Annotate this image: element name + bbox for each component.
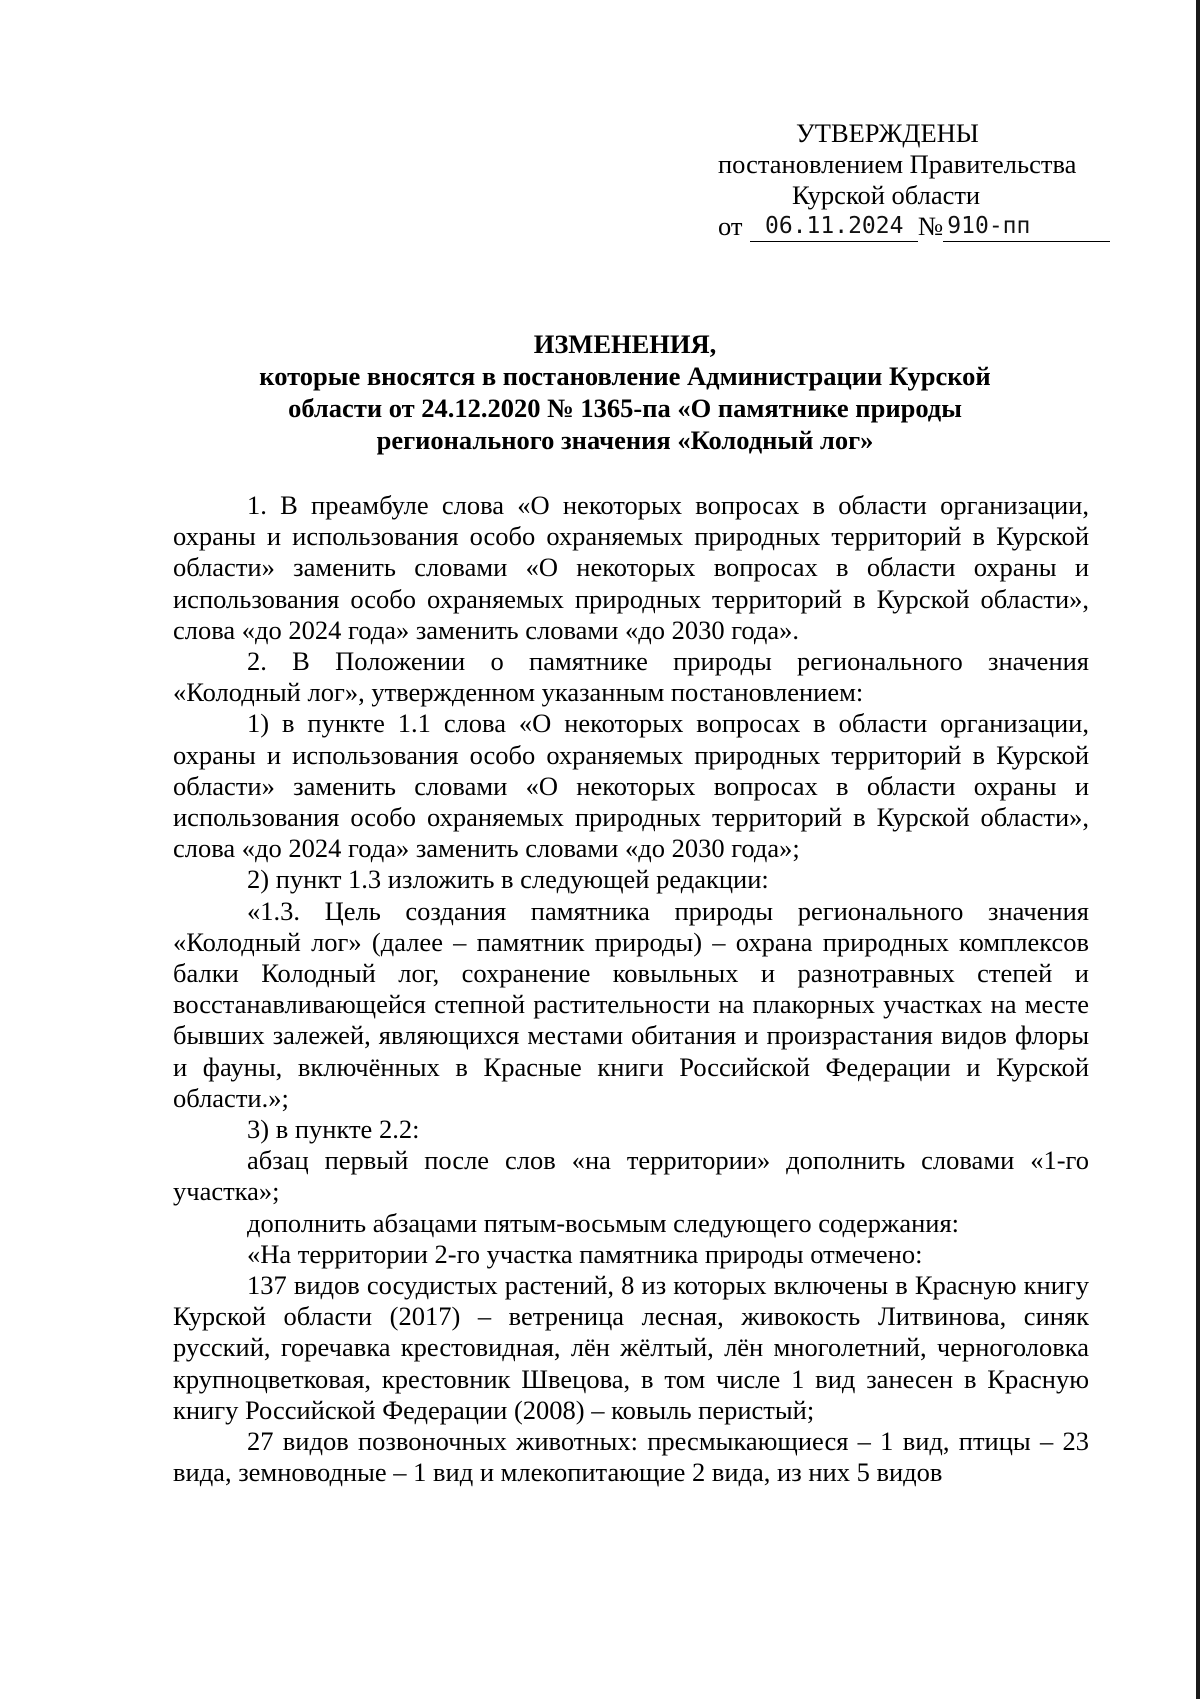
scan-border (1196, 0, 1200, 1699)
paragraph-preamble: 1. В преамбуле слова «О некоторых вопросах в области организации, охраны и использования особо охраняемых природных территорий в Курской области» заменить словами «О некоторых вопросах в области охраны и использования особо охраняемых природных территорий в Курской области», слова «до 2024 года» заменить словами «до 2030 года». (173, 490, 1089, 645)
approval-stamp-block (690, 118, 1110, 242)
paragraph-subitem-3: 3) в пункте 2.2: (247, 1114, 420, 1145)
approval-date-line (690, 211, 1110, 242)
document-body (173, 490, 1089, 1489)
document-subtitle-line: регионального значения «Колодный лог» (376, 425, 874, 455)
paragraph-quote-1-3: «1.3. Цель создания памятника природы регионального значения «Колодный лог» (далее – памятник природы) – охрана природных комплексов балки Колодный лог, сохранение ковыльных и разнотравных степей и восстанавливающейся степной растительности на плакорных участках на месте бывших залежей, являющихся местами обитания и произрастания видов флоры и фауны, включённых в Красные книги Российской Федерации и Курской области.»; (173, 895, 1089, 1113)
approval-date-prefix: от (718, 211, 743, 241)
document-subtitle-line: которые вносятся в постановление Администрации Курской (259, 361, 991, 391)
document-subtitle-line: области от 24.12.2020 № 1365-па «О памятнике природы (288, 393, 962, 423)
paragraph-subitem-2: 2) пункт 1.3 изложить в следующей редакции: (247, 864, 769, 895)
approval-number: 910-пп (943, 211, 1110, 242)
paragraph-add-abzacs: дополнить абзацами пятым-восьмым следующего содержания: (247, 1207, 960, 1238)
paragraph-plants: 137 видов сосудистых растений, 8 из которых включены в Красную книгу Курской области (2017) – ветреница лесная, живокость Литвинова, синяк русский, горечавка крестовидная, лён жёлтый, лён многолетний, черноголовка крупноцветковая, крестовник Швецова, в том числе 1 вид занесен в Красную книгу Российской Федерации (2008) – ковыль перистый; (173, 1270, 1089, 1425)
approval-title: УТВЕРЖДЕНЫ (796, 118, 979, 148)
approval-date: 06.11.2024 (750, 211, 918, 242)
paragraph-abzac-first: абзац первый после слов «на территории» дополнить словами «1-го участка»; (173, 1145, 1089, 1207)
approval-by: постановлением Правительства (718, 149, 1077, 179)
paragraph-animals: 27 видов позвоночных животных: пресмыкающиеся – 1 вид, птицы – 23 вида, земноводные – 1 вид и млекопитающие 2 вида, из них 5 видов (173, 1426, 1089, 1488)
approval-number-prefix: № (917, 211, 944, 241)
paragraph-subitem-1: 1) в пункте 1.1 слова «О некоторых вопросах в области организации, охраны и использования особо охраняемых природных территорий в Курской области» заменить словами «О некоторых вопросах в области охраны и использования особо охраняемых природных территорий в Курской области», слова «до 2024 года» заменить словами «до 2030 года»; (173, 708, 1089, 864)
document-heading (175, 328, 1075, 456)
paragraph-item-2: 2. В Положении о памятнике природы регионального значения «Колодный лог», утвержденном указанным постановлением: (173, 646, 1089, 708)
document-title: ИЗМЕНЕНИЯ, (533, 329, 717, 359)
approval-region: Курской области (792, 180, 981, 210)
paragraph-territory-2: «На территории 2-го участка памятника природы отмечено: (247, 1238, 923, 1269)
